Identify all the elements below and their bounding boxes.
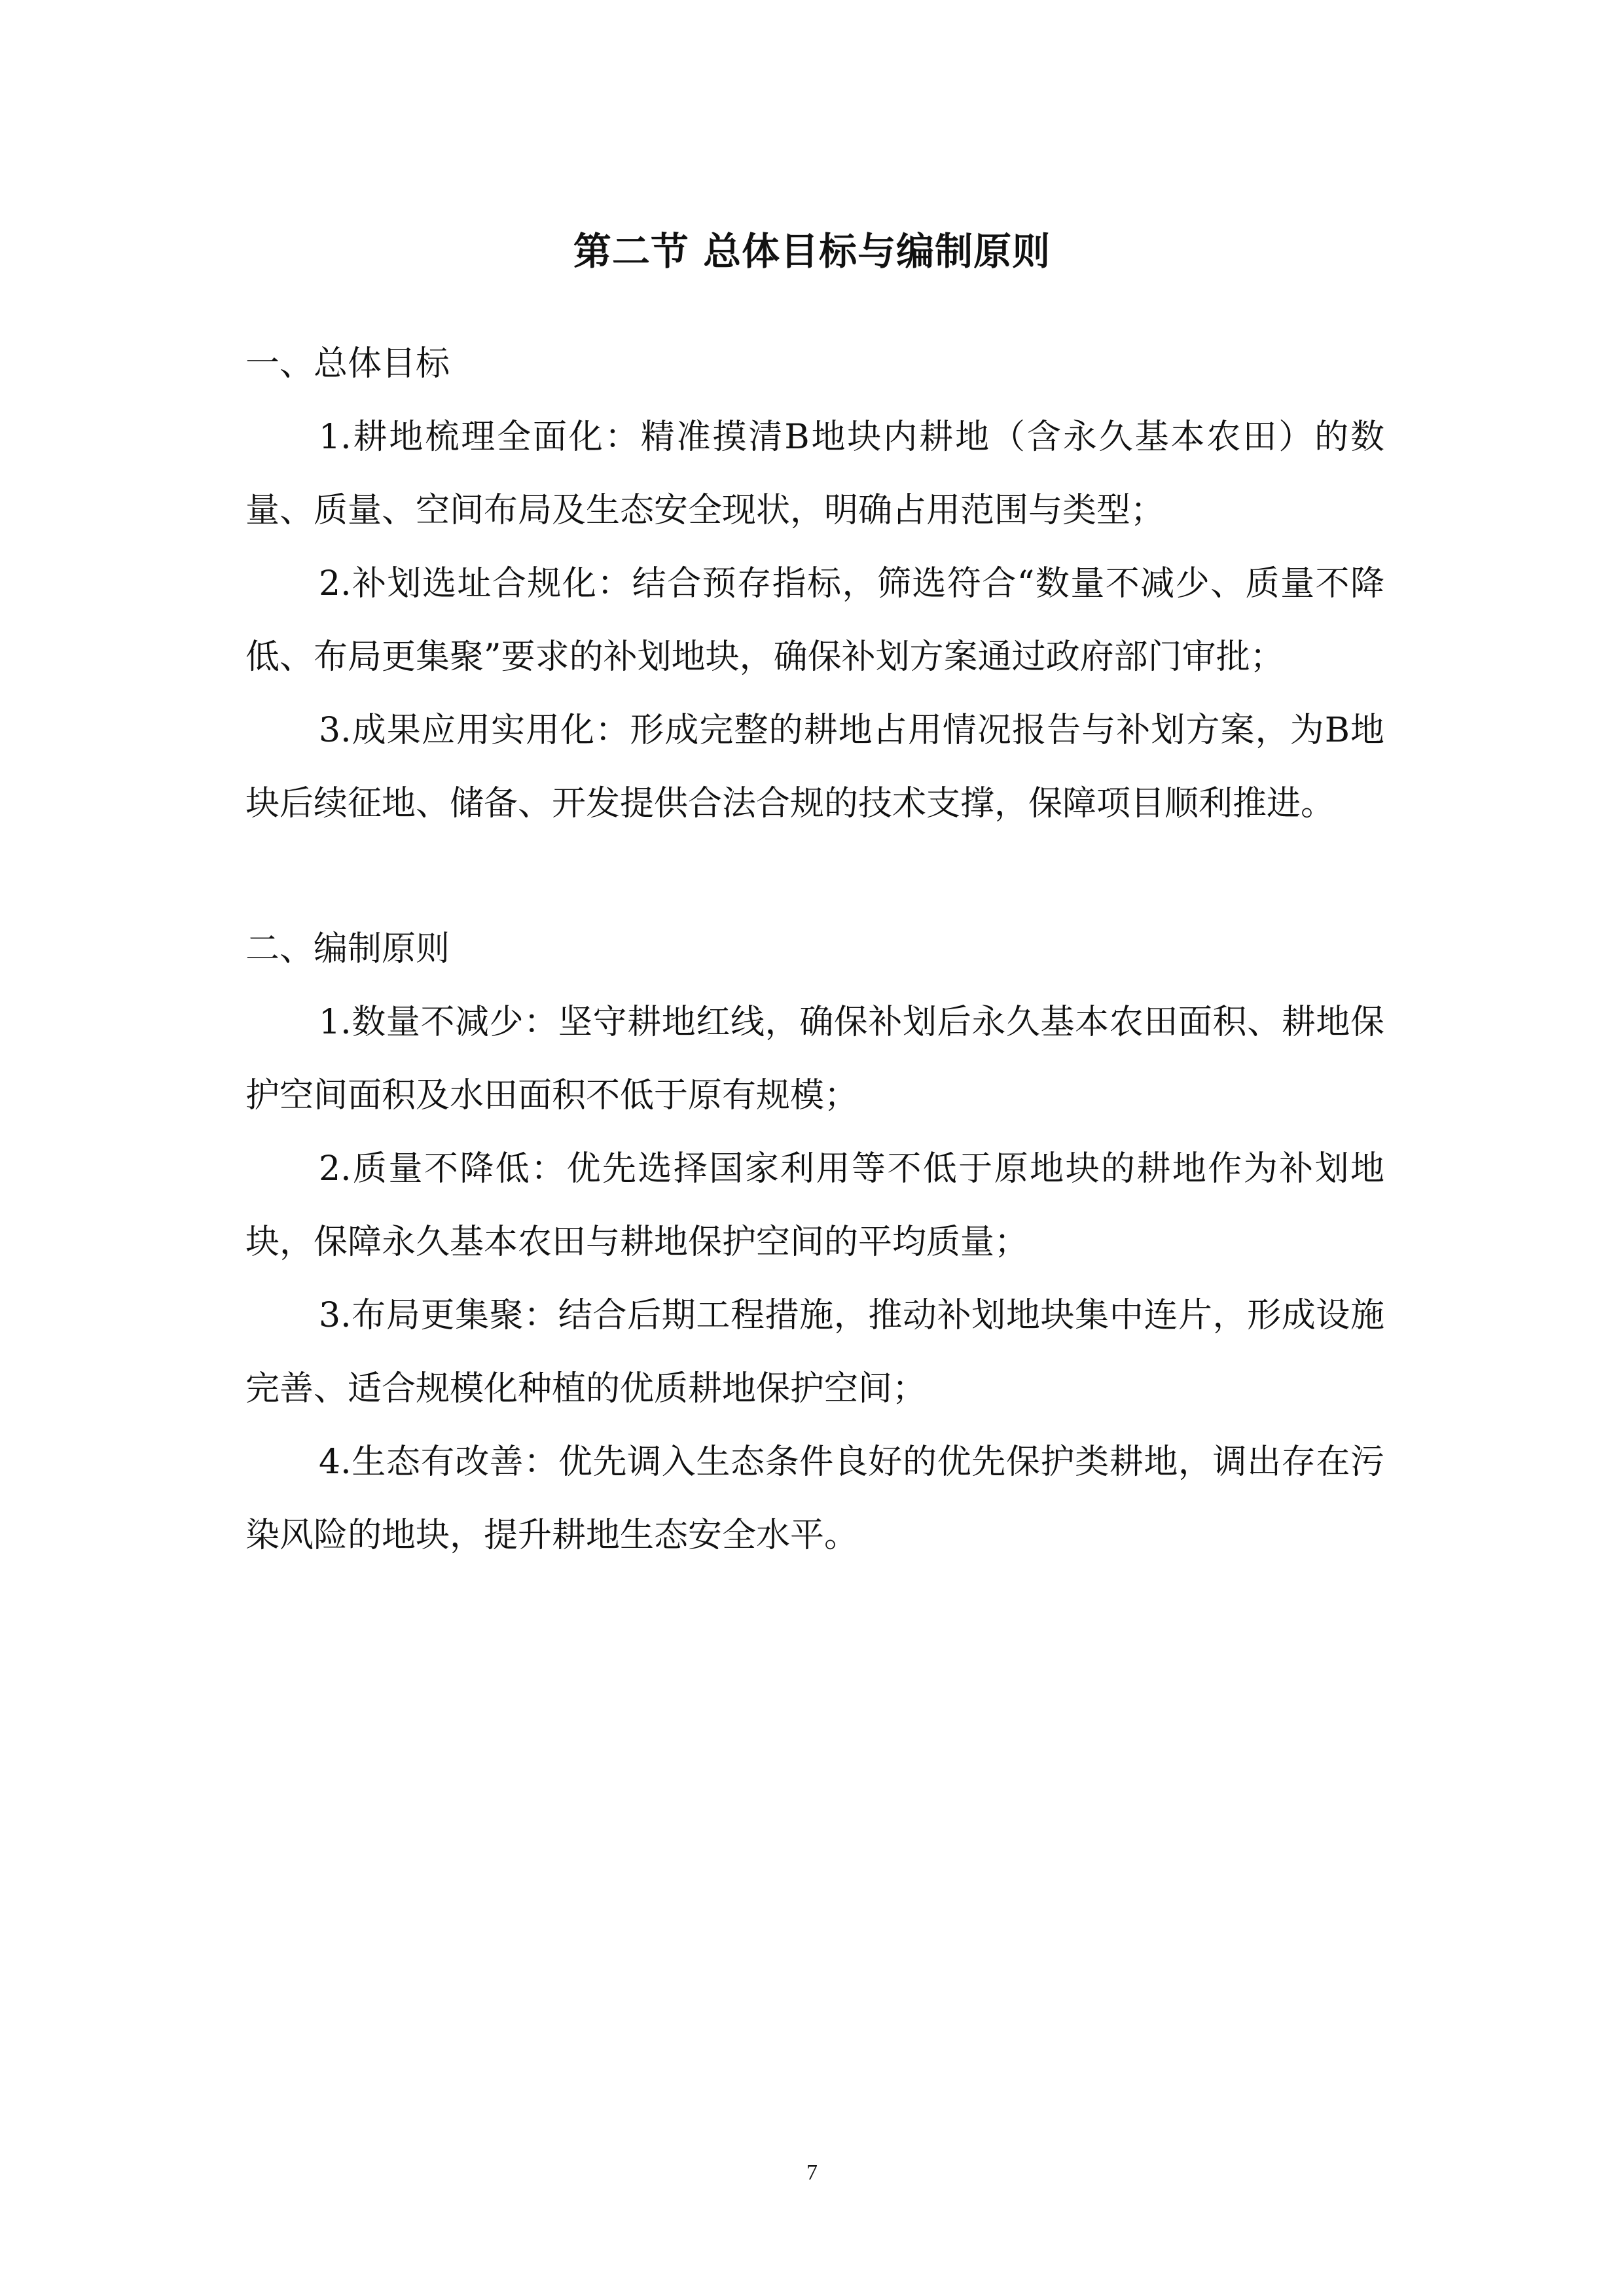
page-number: 7 xyxy=(806,2161,818,2185)
document-body xyxy=(245,327,1384,1572)
section-heading: 二、编制原则 xyxy=(245,929,450,969)
section-heading: 一、总体目标 xyxy=(245,344,450,384)
paragraph: 2.质量不降低：优先选择国家利用等不低于原地块的耕地作为补划地块，保障永久基本农田与耕地保护空间的平均质量； xyxy=(245,1149,1384,1262)
section-overall-goals xyxy=(245,327,1384,840)
page-title: 第二节 总体目标与编制原则 xyxy=(573,228,1051,274)
paragraph: 1.数量不减少：坚守耕地红线，确保补划后永久基本农田面积、耕地保护空间面积及水田面积不低于原有规模； xyxy=(245,1003,1384,1115)
paragraph: 3.成果应用实用化：形成完整的耕地占用情况报告与补划方案，为B地块后续征地、储备、开发提供合法合规的技术支撑，保障项目顺利推进。 xyxy=(245,711,1384,823)
paragraph: 3.布局更集聚：结合后期工程措施，推动补划地块集中连片，形成设施完善、适合规模化种植的优质耕地保护空间； xyxy=(245,1296,1384,1408)
section-principles xyxy=(245,912,1384,1572)
paragraph: 1.耕地梳理全面化：精准摸清B地块内耕地（含永久基本农田）的数量、质量、空间布局及生态安全现状，明确占用范围与类型； xyxy=(245,418,1384,530)
paragraph: 2.补划选址合规化：结合预存指标，筛选符合“数量不减少、质量不降低、布局更集聚”要求的补划地块，确保补划方案通过政府部门审批； xyxy=(245,564,1384,677)
paragraph: 4.生态有改善：优先调入生态条件良好的优先保护类耕地，调出存在污染风险的地块，提升耕地生态安全水平。 xyxy=(245,1443,1384,1555)
